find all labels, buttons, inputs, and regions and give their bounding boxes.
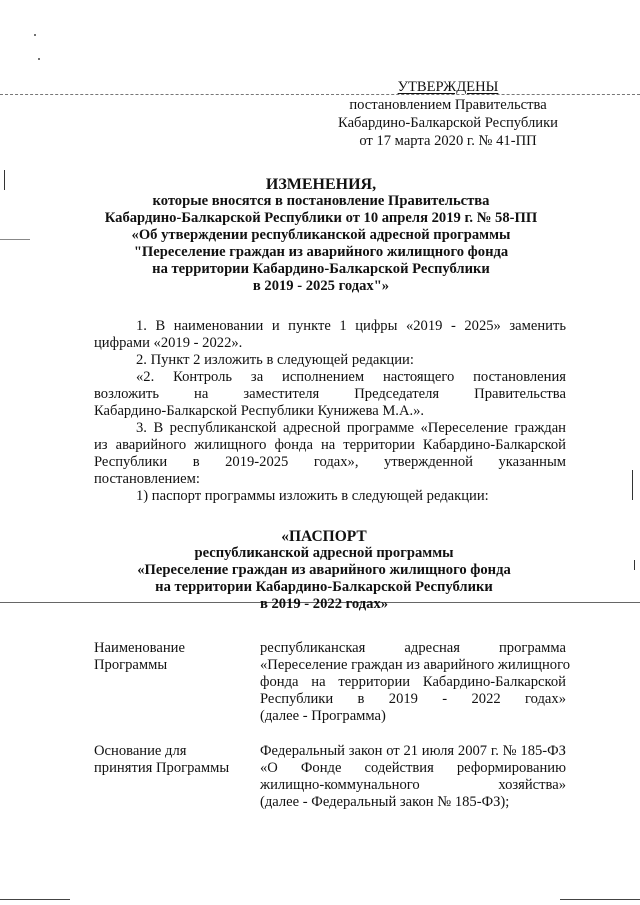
scan-speck: [38, 58, 40, 60]
title-main: ИЗМЕНЕНИЯ,: [265, 176, 377, 193]
value-line: (далее - Программа): [260, 708, 386, 724]
scan-line: [560, 899, 640, 900]
label-line: Основание для: [94, 743, 187, 759]
title-line: на территории Кабардино-Балкарской Республики: [152, 261, 490, 277]
paragraph-line: цифрами «2019 - 2022».: [94, 335, 243, 351]
scan-line: [0, 239, 30, 240]
paragraph-line: из аварийного жилищного фонда на территории Кабардино-Балкарской: [94, 437, 566, 453]
value-line: Республики в 2019 - 2022 годах»: [260, 691, 566, 707]
title-line: Кабардино-Балкарской Республики от 10 апреля 2019 г. № 58-ПП: [104, 210, 538, 226]
approval-heading: УТВЕРЖДЕНЫ: [397, 79, 499, 95]
scan-edge: [4, 170, 5, 190]
paragraph-line: Кабардино-Балкарской Республики Кунижева М.А.».: [94, 403, 425, 419]
title-line: «Об утверждении республиканской адресной программы: [131, 227, 511, 243]
passport-table: [94, 640, 571, 811]
passport-title-line: «Переселение граждан из аварийного жилищного фонда: [137, 562, 511, 578]
scan-edge: [632, 470, 633, 500]
passport-title-line: республиканской адресной программы: [194, 545, 454, 561]
value-line: (далее - Федеральный закон № 185-ФЗ);: [260, 794, 510, 810]
paragraph-line: 2. Пункт 2 изложить в следующей редакции:: [136, 352, 414, 368]
value-line: Федеральный закон от 21 июля 2007 г. № 185-ФЗ: [260, 743, 566, 759]
title-line: "Переселение граждан из аварийного жилищного фонда: [133, 244, 509, 260]
row-gap: [94, 725, 566, 743]
passport-title: [96, 528, 552, 613]
label-line: принятия Программы: [94, 760, 230, 776]
title-line: в 2019 - 2025 годах"»: [252, 278, 390, 294]
value-line: «О Фонде содействия реформированию: [260, 760, 566, 776]
approval-block: [330, 78, 566, 150]
label-line: Наименование: [94, 640, 185, 656]
passport-row-label: [94, 743, 260, 811]
value-line: жилищно-коммунального хозяйства»: [260, 777, 566, 793]
passport-row-value: [260, 640, 571, 725]
scan-line: [0, 899, 70, 900]
passport-main: «ПАСПОРТ: [281, 528, 367, 545]
value-line: «Переселение граждан из аварийного жилищного: [260, 657, 571, 673]
passport-row-label: [94, 640, 260, 725]
passport-title-line: в 2019 - 2022 годах»: [259, 596, 389, 612]
passport-title-line: на территории Кабардино-Балкарской Республики: [155, 579, 493, 595]
paragraph-line: постановлением:: [94, 471, 200, 487]
paragraph-line: 1) паспорт программы изложить в следующей редакции:: [136, 488, 489, 504]
passport-row: [94, 743, 566, 811]
document-body: [94, 318, 566, 505]
label-line: Программы: [94, 657, 168, 673]
passport-row: [94, 640, 571, 725]
value-line: фонда на территории Кабардино-Балкарской: [260, 674, 566, 690]
paragraph-line: 3. В республиканской адресной программе «Переселение граждан: [136, 420, 566, 436]
paragraph-line: «2. Контроль за исполнением настоящего постановления: [136, 369, 566, 385]
value-line: республиканская адресная программа: [260, 640, 566, 656]
title-line: которые вносятся в постановление Правительства: [152, 193, 490, 209]
approval-line: постановлением Правительства: [349, 97, 547, 113]
paragraph-line: 1. В наименовании и пункте 1 цифры «2019 - 2025» заменить: [136, 318, 566, 334]
scan-speck: [34, 34, 36, 36]
approval-line: от 17 марта 2020 г. № 41-ПП: [359, 133, 537, 149]
passport-row-value: [260, 743, 566, 811]
paragraph-line: возложить на заместителя Председателя Правительства: [94, 386, 566, 402]
scan-edge: [634, 560, 635, 570]
document-title: [90, 176, 552, 295]
approval-line: Кабардино-Балкарской Республики: [338, 115, 558, 131]
paragraph-line: Республики в 2019-2025 годах», утвержденной указанным: [94, 454, 566, 470]
